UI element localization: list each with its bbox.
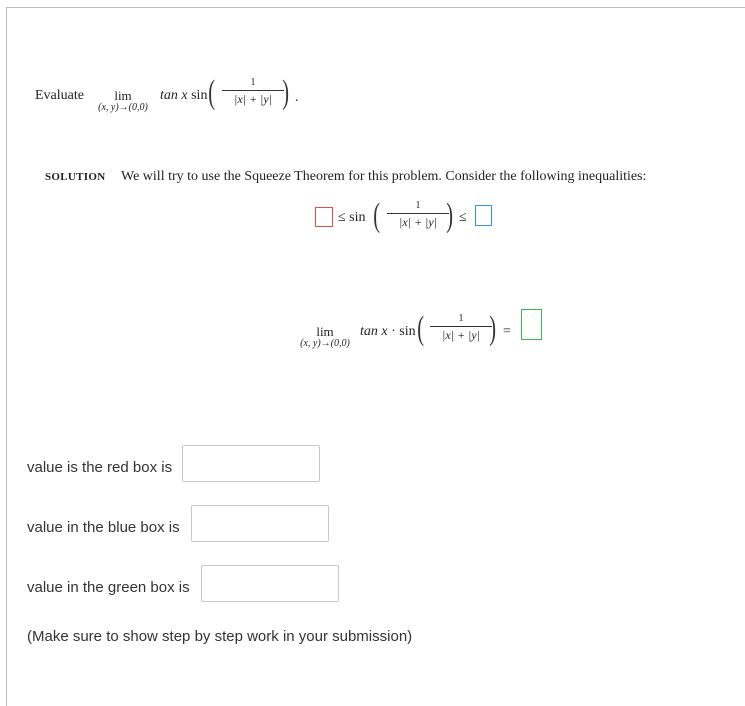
fraction-numerator: 1 <box>250 77 256 88</box>
problem-limit <box>88 89 158 113</box>
left-paren: ( <box>417 310 425 347</box>
fraction-numerator: 1 <box>415 200 421 211</box>
inequality-fraction <box>387 201 449 228</box>
green-box <box>521 309 542 340</box>
problem-tan-expr: tan x sin <box>160 88 208 103</box>
fraction-denominator: |x| + |y| <box>234 92 272 106</box>
lim-word: lim <box>114 88 132 103</box>
lim-subscript: (x, y)→(0,0) <box>98 102 148 113</box>
fraction-numerator: 1 <box>458 313 464 324</box>
left-paren: ( <box>373 197 381 234</box>
period: . <box>295 90 299 105</box>
fraction-denominator: |x| + |y| <box>442 328 480 342</box>
green-box-label: value in the green box is <box>27 579 190 596</box>
blue-box-label: value in the blue box is <box>27 519 180 536</box>
lim-word: lim <box>316 324 334 339</box>
left-paren: ( <box>208 74 216 111</box>
blue-box <box>475 205 492 226</box>
problem-fraction <box>222 78 284 105</box>
equals-sign: = <box>503 324 511 339</box>
evaluate-label: Evaluate <box>35 88 84 103</box>
right-paren: ) <box>446 197 454 234</box>
solution-text: We will try to use the Squeeze Theorem for this problem. Consider the following inequalities: <box>121 169 647 184</box>
limit-fraction <box>430 314 492 341</box>
work-note: (Make sure to show step by step work in your submission) <box>27 628 413 645</box>
fraction-denominator: |x| + |y| <box>399 215 437 229</box>
lim-subscript: (x, y)→(0,0) <box>300 338 350 349</box>
blue-box-answer-input[interactable] <box>191 505 329 542</box>
solution-lim-expr: tan x · sin <box>360 324 416 339</box>
red-box <box>315 207 333 227</box>
solution-limit <box>290 325 360 349</box>
red-box-label: value is the red box is <box>27 459 173 476</box>
solution-label: SOLUTION <box>45 171 106 183</box>
green-box-answer-input[interactable] <box>201 565 339 602</box>
inequality-le: ≤ <box>459 210 467 225</box>
inequality-le-sin: ≤ sin <box>338 210 366 225</box>
right-paren: ) <box>282 74 290 111</box>
red-box-answer-input[interactable] <box>182 445 320 482</box>
right-paren: ) <box>489 310 497 347</box>
